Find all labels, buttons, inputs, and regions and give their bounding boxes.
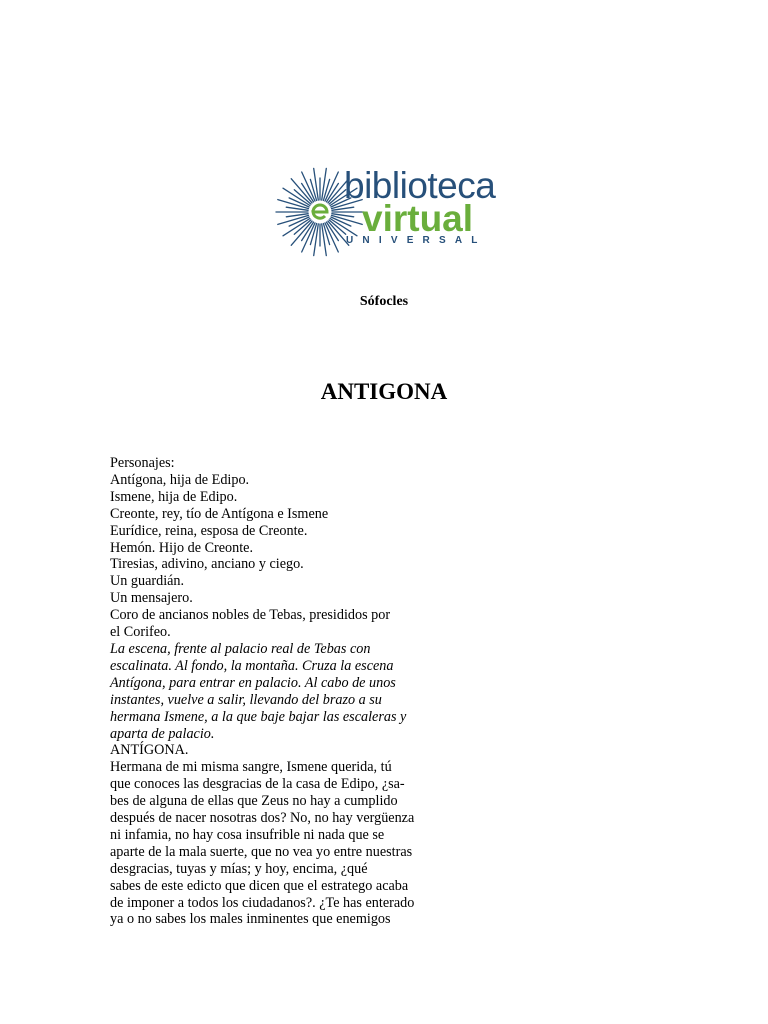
logo-text-biblioteca: biblioteca (344, 165, 496, 206)
stage-direction-line: instantes, vuelve a salir, llevando del brazo a su (110, 691, 382, 708)
stage-direction-line: Antígona, para entrar en palacio. Al cabo de unos (110, 674, 396, 691)
document-body (110, 455, 490, 928)
logo-ray (314, 224, 319, 256)
text-line: después de nacer nosotras dos? No, no hay vergüenza (110, 810, 415, 827)
stage-direction-line: hermana Ismene, a la que baje bajar las escaleras y (110, 708, 407, 725)
text-line: que conoces las desgracias de la casa de Edipo, ¿sa- (110, 776, 405, 793)
text-line: Eurídice, reina, esposa de Creonte. (110, 522, 308, 539)
stage-direction-line: La escena, frente al palacio real de Tebas con (110, 640, 371, 657)
text-line: Creonte, rey, tío de Antígona e Ismene (110, 505, 329, 522)
text-line: ni infamia, no hay cosa insufrible ni nada que se (110, 826, 385, 843)
text-line: Hemón. Hijo de Creonte. (110, 539, 254, 556)
logo-ray (322, 224, 327, 256)
text-line: Tiresias, adivino, anciano y ciego. (110, 556, 304, 573)
text-line: sabes de este edicto que dicen que el estratego acaba (110, 877, 409, 894)
text-line: Un guardián. (110, 573, 185, 590)
document-title: ANTIGONA (320, 379, 448, 404)
text-line: Antígona, hija de Edipo. (110, 471, 250, 488)
logo-ray (291, 179, 312, 203)
logo-text-universal: UNIVERSAL (346, 235, 487, 246)
logo-ray (314, 168, 319, 200)
text-line: Un mensajero. (110, 590, 193, 607)
author-name: Sófocles (359, 294, 409, 309)
text-line: Hermana de mi misma sangre, Ismene querida, tú (110, 759, 392, 776)
text-line: bes de alguna de ellas que Zeus no hay a cumplido (110, 793, 398, 810)
text-line: ya o no sabes los males inminentes que enemigos (110, 911, 391, 928)
stage-direction-line: aparta de palacio. (110, 725, 215, 742)
logo-ray (322, 168, 327, 200)
text-line: Coro de ancianos nobles de Tebas, presididos por (110, 607, 391, 624)
text-line: Personajes: (110, 455, 175, 471)
logo-ray (291, 221, 312, 245)
text-line: desgracias, tuyas y mías; y hoy, encima, ¿qué (110, 860, 368, 877)
biblioteca-virtual-logo (266, 166, 510, 262)
text-line: ANTÍGONA. (110, 742, 189, 759)
text-line: aparte de la mala suerte, que no vea yo entre nuestras (110, 843, 413, 860)
stage-direction-line: escalinata. Al fondo, la montaña. Cruza la escena (110, 657, 394, 674)
text-line: Ismene, hija de Edipo. (110, 488, 238, 505)
text-line: el Corifeo. (110, 624, 171, 641)
text-line: de imponer a todos los ciudadanos?. ¿Te has enterado (110, 894, 415, 911)
logo-text-virtual: virtual (362, 198, 474, 239)
